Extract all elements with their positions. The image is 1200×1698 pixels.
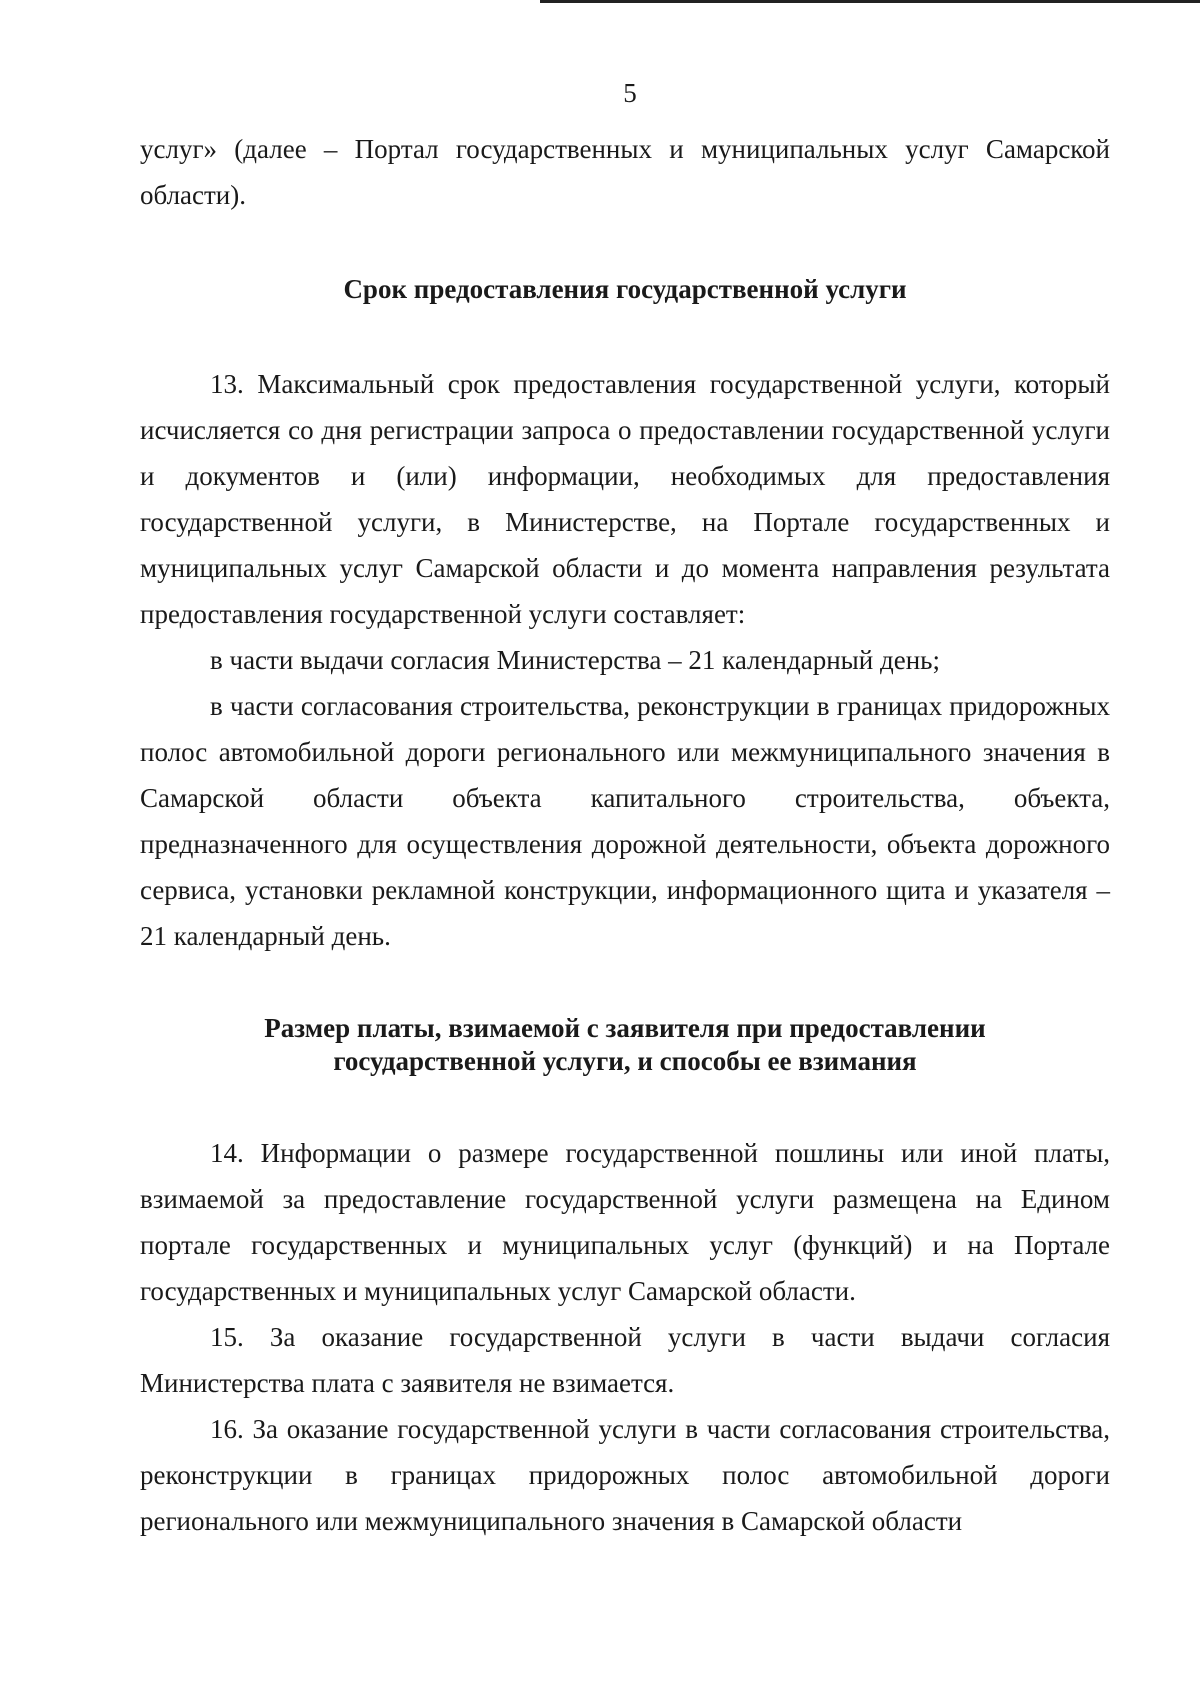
paragraph-13-item-a: в части выдачи согласия Министерства – 21 календарный день;	[210, 645, 940, 675]
paragraph-16: 16. За оказание государственной услуги в части согласования строительства, реконструкции в границах придорожных полос автомобильной дороги регионального или межмуниципального значения в Самарской области	[140, 1414, 1110, 1536]
document-body	[140, 126, 1110, 1544]
paragraph-15: 15. За оказание государственной услуги в части выдачи согласия Министерства плата с заявителя не взимается.	[140, 1322, 1110, 1398]
paragraph-13: 13. Максимальный срок предоставления государственной услуги, который исчисляется со дня регистрации запроса о предоставлении государственной услуги и документов и (или) информации, необходимых для предоставления государственной услуги, в Министерстве, на Портале государственных и муниципальных услуг Самарской области и до момента направления результата предоставления государственной услуги составляет:	[140, 369, 1110, 629]
paragraph-13-item-b: в части согласования строительства, реконструкции в границах придорожных полос автомобильной дороги регионального или межмуниципального значения в Самарской области объекта капитального строительства, объекта, предназначенного для осуществления дорожной деятельности, объекта дорожного сервиса, установки рекламной конструкции, информационного щита и указателя – 21 календарный день.	[140, 691, 1110, 951]
section-heading-term: Срок предоставления государственной услуги	[343, 274, 907, 304]
continuation-paragraph: услуг» (далее – Портал государственных и муниципальных услуг Самарской области).	[140, 134, 1110, 210]
page-number: 5	[623, 78, 637, 108]
section-heading-fee-line1: Размер платы, взимаемой с заявителя при предоставлении	[264, 1013, 986, 1043]
top-rule	[540, 0, 1200, 3]
paragraph-14: 14. Информации о размере государственной пошлины или иной платы, взимаемой за предоставление государственной услуги размещена на Едином портале государственных и муниципальных услуг (функций) и на Портале государственных и муниципальных услуг Самарской области.	[140, 1138, 1110, 1306]
section-heading-fee	[140, 1012, 1110, 1078]
section-heading-fee-line2: государственной услуги, и способы ее взимания	[333, 1046, 917, 1076]
